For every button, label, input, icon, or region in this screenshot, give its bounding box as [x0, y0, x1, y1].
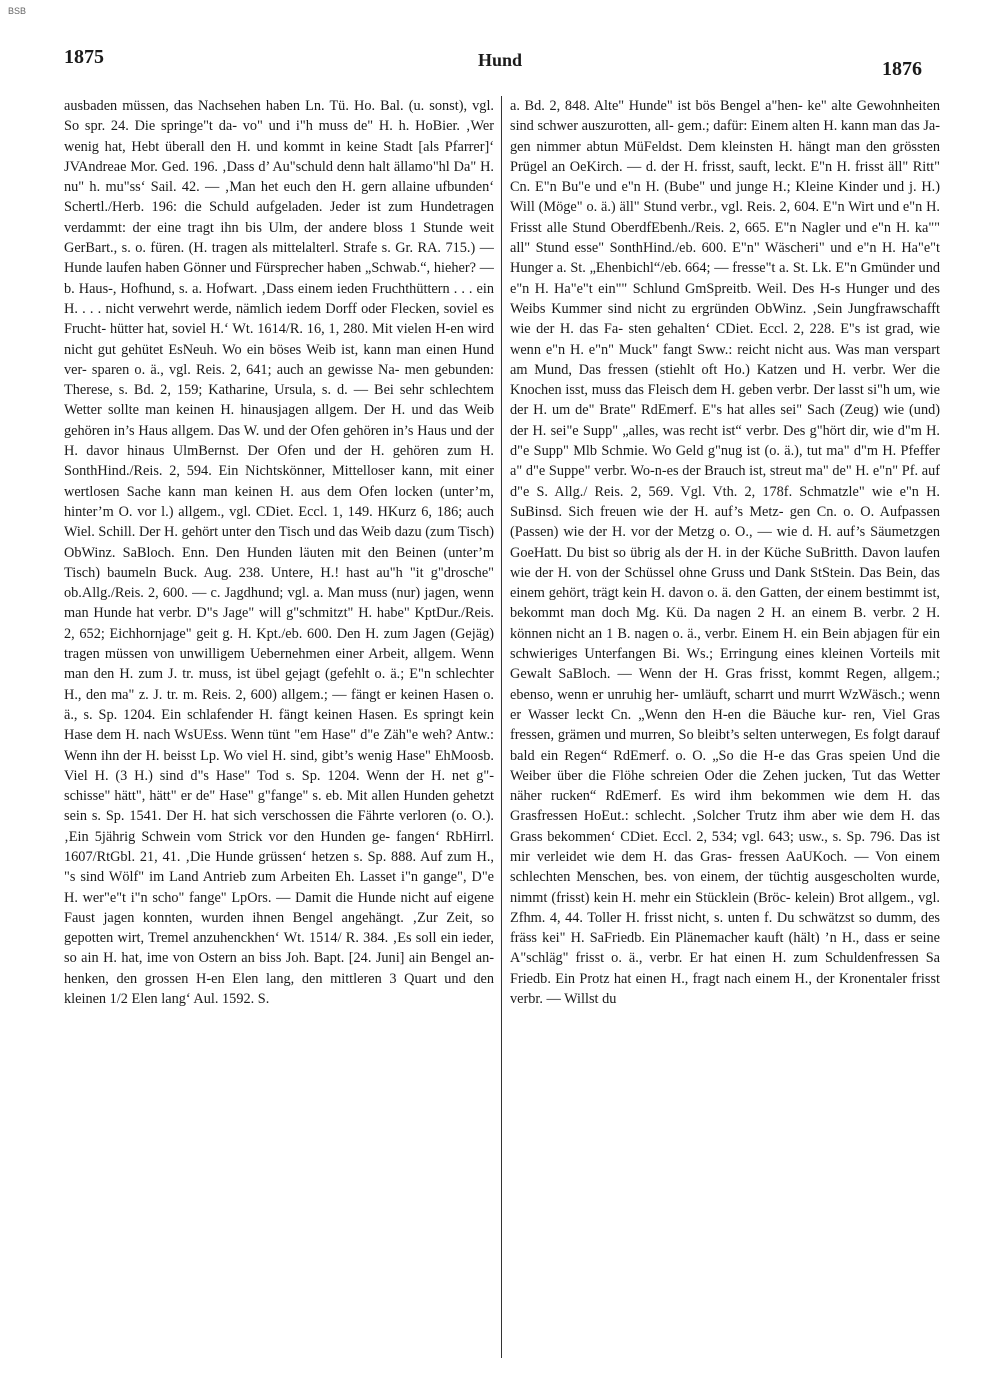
left-column-text: ausbaden müssen, das Nachsehen haben Ln. Tü. Ho. Bal. (u. sonst), vgl. So spr. 24. Die springe"t da- vo" und i"h muss de" H. h. HoBier. ‚Wer wenig hat, Hebt überall den H. und kommt in keine Stadt [als Pfarrer]‘ JVAndreae Mor. Ged. 196. ‚Dass d’ Au"schuld denn halt ällamo"hl Da" H. nu" h. mu"ss‘ Sail. 42. — ‚Man het euch den H. gern allaine ufbunden‘ Schertl./Herb. 196: die Schuld aufgeladen. Jeder ist zum Hundetragen verdammt: der eine tragt ihn bis Ulm, der andere bloss 1 Stunde weit GerBart., s. o. füren. (H. tragen als mittelalterl. Strafe s. Gr. RA. 715.) — Hunde laufen haben Gönner und Fürsprecher haben „Schwab.“, hieher? — b. Haus-, Hofhund, s. a. Hofwart. ‚Dass einem ieden Fruchthüttern . . . ein H. . . . nicht verwehrt werde, nämlich iedem Dorff oder Flecken, soviel es Frucht- hütter hat, soviel H.‘ Wt. 1614/R. 16, 1, 280. Mit vielen H-en wird nicht gut gehütet EsNeuh. Wo ein böses Weib ist, kann man einen Hund ver- sparen o. ä., vgl. Reis. 2, 641; auch an gewisse Na- men gebunden: Therese, s. Bd. 2, 159; Katharine, Ursula, s. d. — Bei sehr schlechtem Wetter sollte man keinen H. hinausjagen allgem. Der H. und das Weib gehören in’s Haus allgem. Das W. und der Ofen gehören in’s Haus und der H. davor hinaus UlmBernst. Der Ofen und der H. gehören zum H. SonthHind./Reis. 2, 594. Ein Nichtskönner, Mittelloser kann, mit einer wertlosen Sache kann man keinen H. aus dem Ofen locken (unter’m, hinter’m O. vor l.) allgem., vgl. CDiet. Eccl. 1, 149. HKurz 6, 186; auch Wiel. Schill. Der H. gehört unter den Tisch und das Weib dazu (zum Tisch) ObWinz. SaBloch. Enn. Den Hunden läuten mit den Beinen (unter’m Tisch) baumeln Buck. Aug. 238. Untere, H.! hast au"h "it g"drosche" ob.Allg./Reis. 2, 600. — c. Jagdhund; vgl. a. Man muss (nur) jagen, wenn man Hunde hat verbr. D"s Jage" will g"schmitzt" H. habe" KptDur./Reis. 2, 652; Eichhornjage" geit g. H. Kpt./eb. 600. Den H. zum Jagen (Gejäg) tragen müssen von unwilligem Uebernehmen einer Arbeit, allgem. Wenn man den H. zum J. tr. muss, ist übel gejagt (gefehlt o. ä.; E"n schlechter H., den ma" z. J. tr. m. Reis. 2, 600) allgem.; — fängt er keinen Hasen o. ä., s. Sp. 1204. Ein schlafender H. fängt keinen Hasen. Es springt kein Hase dem H. nach WsUEss. Wenn tünt "em Hase" d"e Zäh"e weh? Antw.: Wenn ihn der H. beisst Lp. Wo viel H. sind, gibt’s wenig Hase" EhMoosb. Viel H. (3 H.) sind d"s Hase" Tod s. Sp. 1204. Wenn der H. net g"- schisse" hätt", hätt" er de" Hase" g"fange" s. eb. Mit allen Hunden gehetzt sein s. Sp. 1541. Der H. hat sich verschossen die Fährte verloren (o. O.). ‚Ein 5jährig Schwein vom Strick vor den Hunden ge- fangen‘ RbHirrl. 1607/RtGbl. 21, 41. ‚Die Hunde grüssen‘ hetzen s. Sp. 888. Auf zum H., "s sind Wölf" im Land Antrieb zum Arbeiten Eh. Lasset i"n gange", D"e H. wer"e"t i"n scho" fange" LpOrs. — Damit die Hunde nicht auf eigene Faust jagen konnten, wurden ihnen Bengel angehängt. ‚Zur Zeit, so gepotten wirt, Tremel anzuhenckhen‘ Wt. 1514/ R. 384. ‚Es soll ein ieder, so ain H. hat, ime von Ostern an biss Joh. Bapt. [24. Juni] ain Bengel an- henken, den grossen H-en Elen lang, den mittleren 3 Quart und den kleinen 1/2 Elen lang‘ Aul. 1592. S.	[64, 98, 494, 1008]
column-divider	[501, 96, 502, 1358]
page-number-left: 1875	[64, 46, 104, 68]
page-number-right: 1876	[882, 58, 922, 80]
running-head: Hund	[477, 50, 523, 70]
right-column-text: a. Bd. 2, 848. Alte" Hunde" ist bös Bengel a"hen- ke" alte Gewohnheiten sind schwer auszurotten, all- gem.; dafür: Einem alten H. kann man das Ja- gen nimmer abtun MüFeldst. Dem kleinsten H. hängt man den grössten Prügel an OeKirch. — d. der H. frisst, sauft, leckt. E"n H. frisst äll" Ritt" Cn. E"n Bu"e und e"n H. (Bube" und junge H.; Kleine Kinder und j. H.) Will (Möge" o. ä.) äll" Stund verbr., vgl. Reis. 2, 604. E"n Wirt und e"n H. Frisst alle Stund OberdfEbenh./Reis. 2, 665. E"n Nagler und e"n H. ka"" all" Stund esse" SonthHind./eb. 600. E"n" Wäscheri" und e"n H. Ha"e"t Hunger a. St. „Ehenbichl“/eb. 664; — fresse"t a. St. Lk. E"n Gmünder und e"n H. Ha"e"t ein"" Schlund GmSpreitb. Weil. Des H-s Hunger und des Weibs Kummer sind nicht zu ergründen ObWinz. ‚Sein Jungfrawschafft wie der H. das Fa- sten gehalten‘ CDiet. Eccl. 2, 228. E"s ist grad, wie wenn e"n H. e"n" Muck" fangt Sww.: reicht nicht aus. Was man verspart am Mund, Das fressen (stiehlt oft Ho.) Katzen und H. verbr. Wer die Knochen isst, muss das Fleisch dem H. geben verbr. Der lasst si"h um, wie der H. um de" Brate" RdEmerf. E"s hat alles sei" Sach (Zeug) wie (und) der H. sei"e Supp" „alles, was recht ist“ verbr. Des g"hört dir, wie d"m H. d"e Supp" Mlb Schmie. Wo Geld g"nug ist (o. ä.), tut ma" d"m H. Pfeffer a" d"e Suppe" verbr. Wo-n-es der Brauch ist, streut ma" de" H. e"n" Pf. auf d"e S. Allg./ Reis. 2, 569. Vgl. Vth. 2, 178f. Schmatzle" wie e"n H. SuBinsd. Sich freuen wie der H. auf’s Metz- gen Cn. o. O. Aufpassen (Passen) wie der H. vor der Metzg o. O., — wie d. H. auf’s Säumetzgen GoeHatt. Du bist so übrig als der H. in der Küche SuBritth. Davon laufen wie der H. von der Schüssel ohne Gruss und Dank StStein. Das Bein, das einem gehört, trägt kein H. davon o. ä. den Gatten, der einem bestimmt ist, bekommt man doch Mg. Kü. Da nagen 2 H. an einem B. verbr. 2 H. können nicht an 1 B. nagen o. ä., verbr. Einem H. ein Bein abjagen für ein schwieriges Unterfangen Bi. Ws.; Erringung eines kleinen Vorteils mit Gewalt SaBloch. — Wenn der H. Gras frisst, kommt Regen, allgem.; ebenso, wenn er unruhig her- umläuft, scharrt und murrt WzWäsch.; wenn er Wasser leckt Cn. „Wenn den H-en die Bäuche kur- ren, Viel Gras fressen, grämen und murren, So bleibt’s selten unterwegen, Es folgt darauf bald ein Regen“ RdEmerf. o. O. „So die H-e das Gras speien Und die Weiber über die Flöhe schreien Oder die Zehen jucken, Tut das Wetter näher rucken“ RdEmerf. Es wird ihm bekommen wie dem H. das Grasfressen HoEut.: schlecht. ‚Solcher Trutz ihm aber wie dem H. das Grass bekommen‘ CDiet. Eccl. 2, 534; vgl. 643; usw., s. Sp. 796. Das ist mir verleidet wie dem H. das Gras- fressen AaUKoch. — Von einem schlechten Menschen, bes. von einem, der tüchtig ausgescholten wurde, nimmt (frisst) kein H. mehr ein Stücklein (Bröc- kelein) Brot allgem., vgl. Zfhm. 4, 44. Toller H. frisst nicht, s. unten f. Du schwätzst so dumm, des fräss kei" H. SaFriedb. Ein Plänemacher kauft (hält) ’n H., dass er seine A"schläg" frisst o. ä., verbr. Er hat einen H. zum Schuldenfressen Sa Friedb. Ein Protz hat einen H., fragt nach einem H., der Kronentaler frisst verbr. — Willst du	[510, 98, 940, 1008]
left-column	[64, 96, 494, 1358]
library-watermark: BSB	[8, 6, 27, 16]
right-column	[510, 96, 940, 1358]
